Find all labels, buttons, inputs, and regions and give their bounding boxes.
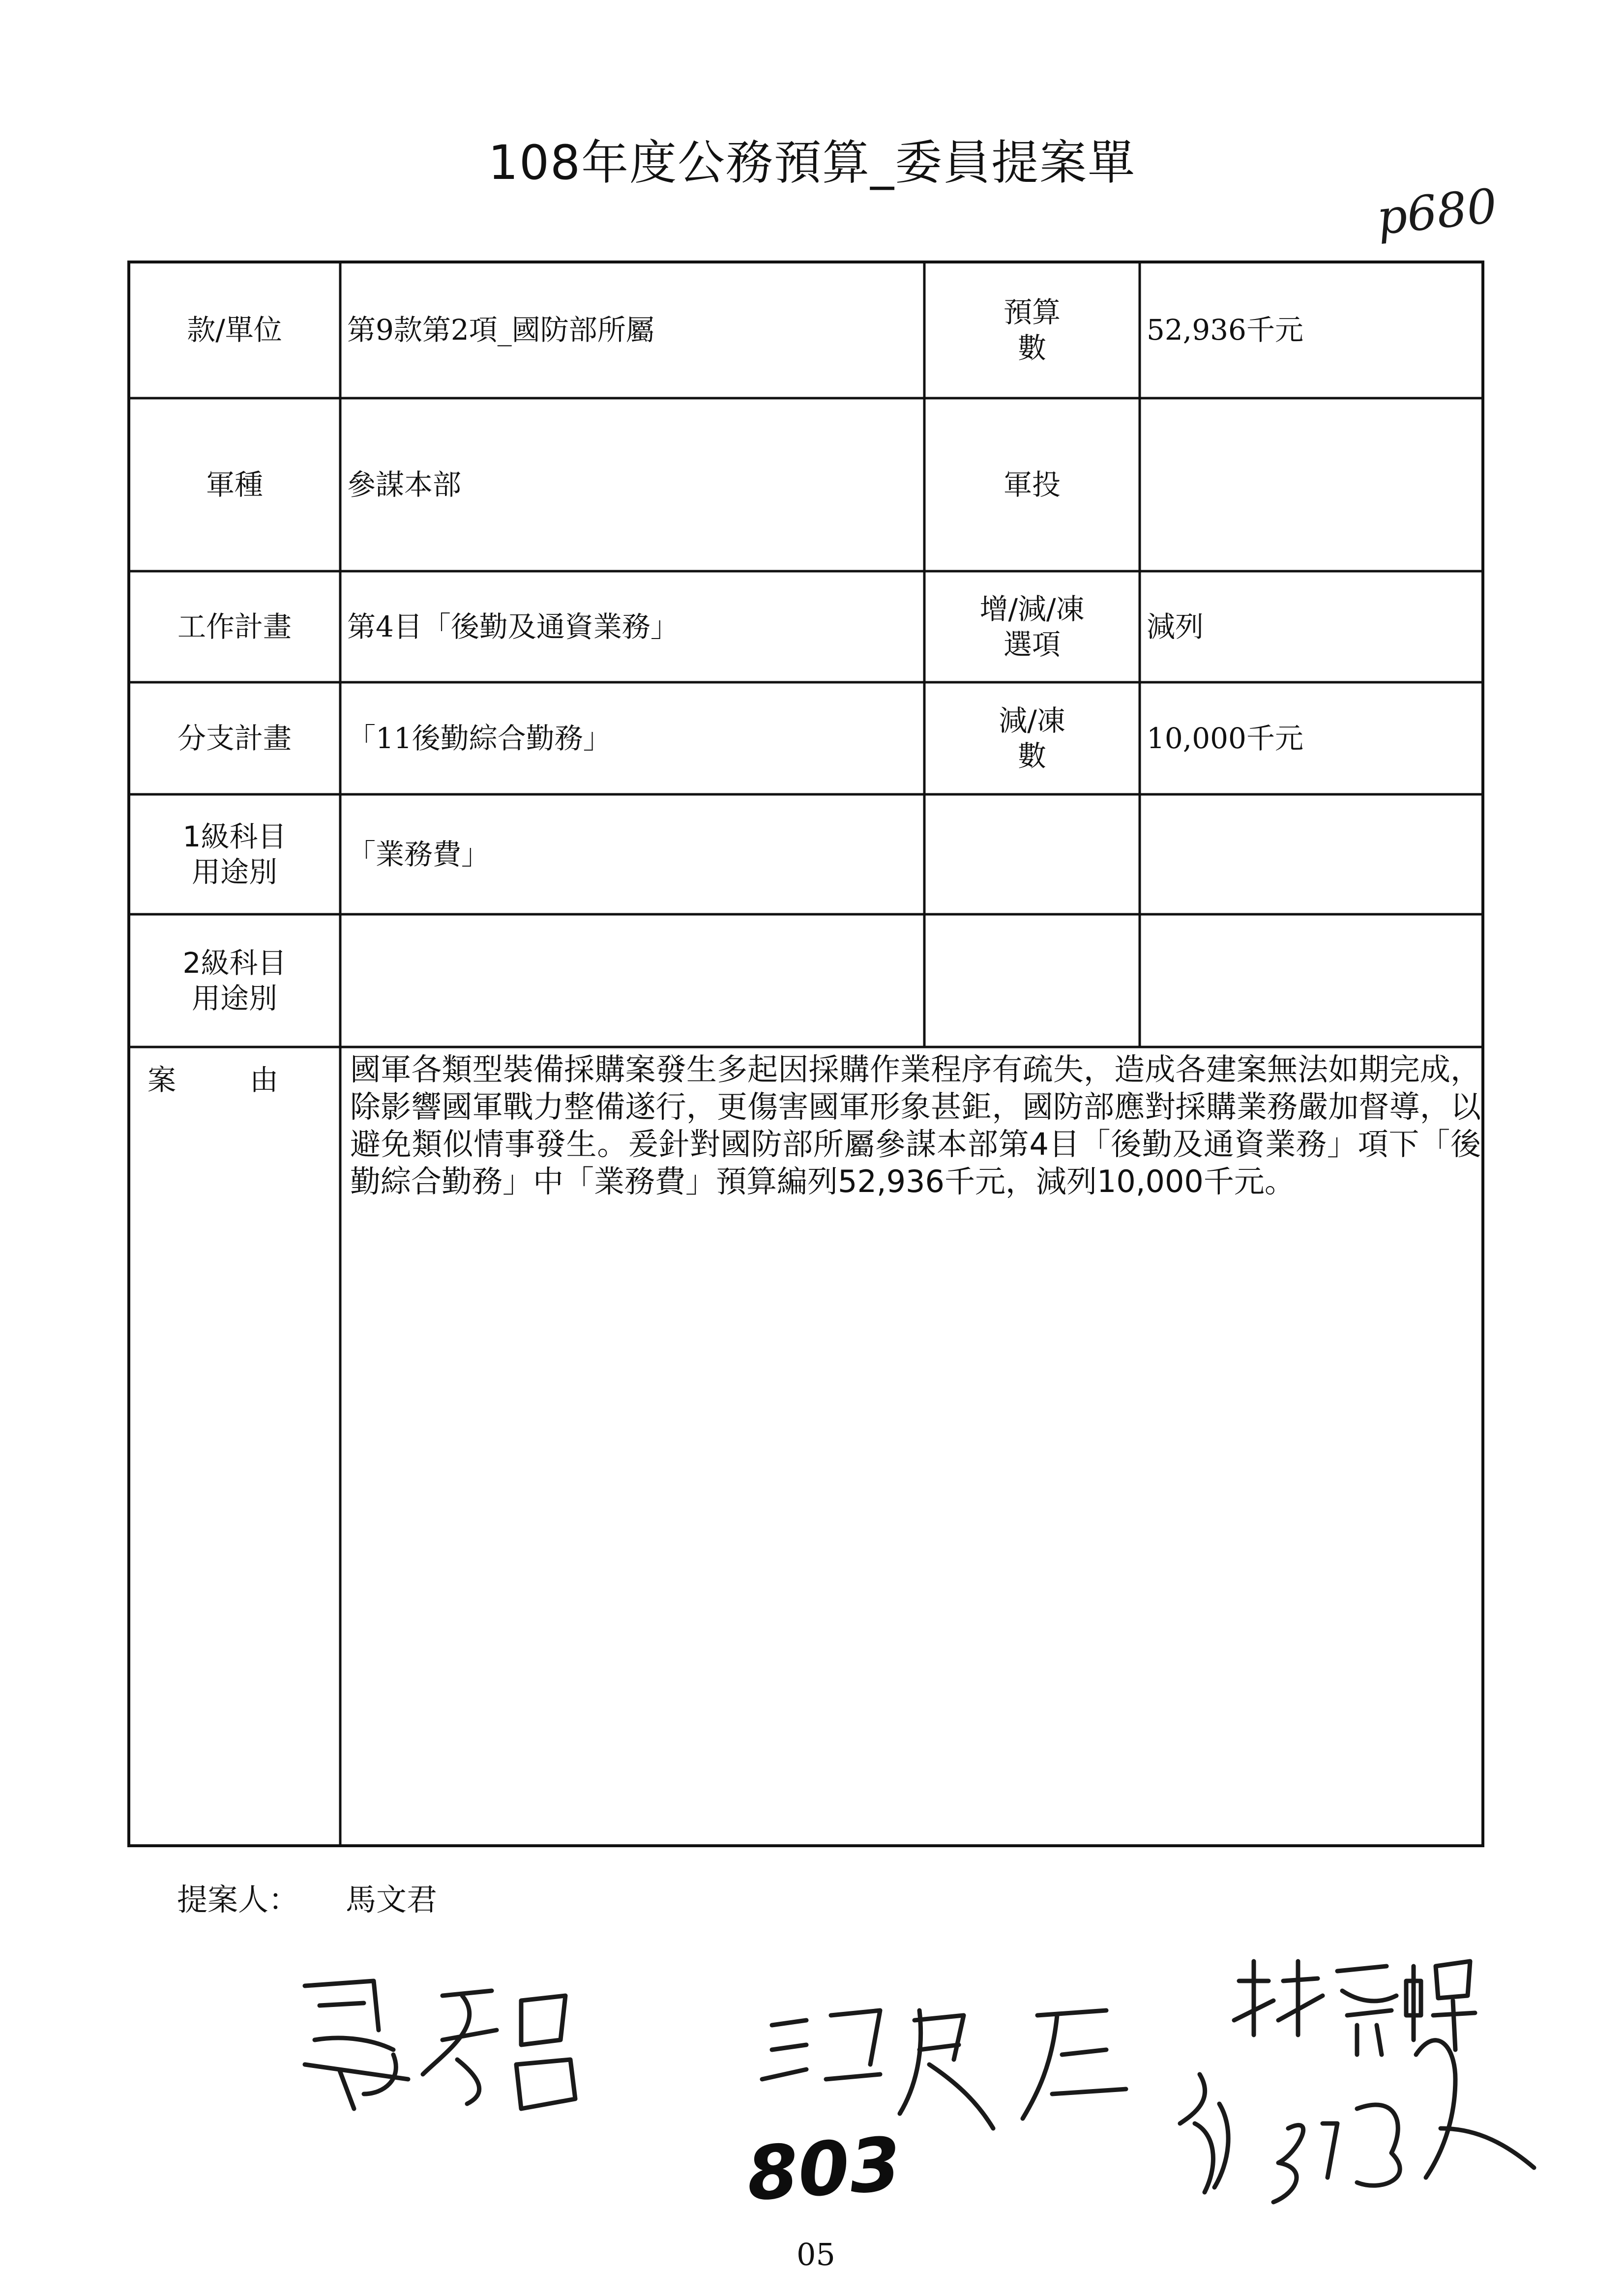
service-branch-label: 軍種 [206,467,263,501]
page-number: 05 [797,2237,835,2272]
level1-category-label-line2: 用途別 [191,855,277,889]
level1-category-value: 「業務費」 [347,837,490,871]
signature-2c [1023,2010,1126,2119]
page-reference: p680 [1374,178,1500,246]
signature-4b [1273,2123,1337,2202]
work-plan-value: 第4目「後勤及通資業務」 [347,610,679,643]
budget-label-line2: 數 [1017,331,1046,365]
reason-label-char1: 案 [148,1063,250,1097]
branch-plan-value: 「11後勤綜合勤務」 [347,721,612,755]
reduction-amount-value: 10,000千元 [1147,721,1303,755]
unit-label: 款/單位 [187,313,282,347]
level2-category-label-line1: 2級科目 [182,946,287,980]
signature-4c [1357,2040,1534,2186]
unit-value: 第9款第2項_國防部所屬 [347,313,654,347]
reason-label-char2: 由 [250,1063,353,1097]
military-investment-label: 軍投 [1003,467,1061,501]
proposer-label: 提案人： [177,1882,299,1918]
option-label-line1: 增/減/凍 [979,592,1085,626]
signature-4 [1180,2074,1228,2192]
service-branch-value: 參謀本部 [347,467,462,501]
option-label-line2: 選項 [1003,628,1061,661]
branch-plan-label: 分支計畫 [177,721,292,755]
signature-3 [1234,1961,1323,2035]
signature-1b [423,1991,497,2104]
signature-1 [305,1981,408,2109]
handwritten-number: 803 [744,2121,904,2218]
budget-label-line1: 預算 [1003,295,1061,329]
reduction-amount-label-line1: 減/凍 [999,703,1065,737]
signature-3c [1406,1961,1475,2050]
level1-category-label-line1: 1級科目 [182,819,287,853]
document-title: 108年度公務預算_委員提案單 [488,135,1136,190]
level2-category-label-line2: 用途別 [191,982,277,1015]
signature-1c [516,1996,575,2109]
budget-value: 52,936千元 [1147,313,1303,347]
proposer-name: 馬文君 [346,1882,438,1918]
signature-3b [1337,1966,1396,2055]
work-plan-label: 工作計畫 [177,610,292,643]
signature-2b [900,2010,993,2128]
reduction-amount-label-line2: 數 [1017,739,1046,773]
reason-text: 國軍各類型裝備採購案發生多起因採購作業程序有疏失，造成各建案無法如期完成，除影響國軍戰力整備遂行，更傷害國軍形象甚鉅，國防部應對採購業務嚴加督導，以避免類似情事發生。爰針對國防部所屬參謀本部第4目「後勤及通資業務」項下「後勤綜合勤務」中「業務費」預算編列52,936千元，減列10,000千元。 [350,1051,1481,1199]
option-value: 減列 [1147,610,1204,643]
signature-2 [762,2010,880,2079]
